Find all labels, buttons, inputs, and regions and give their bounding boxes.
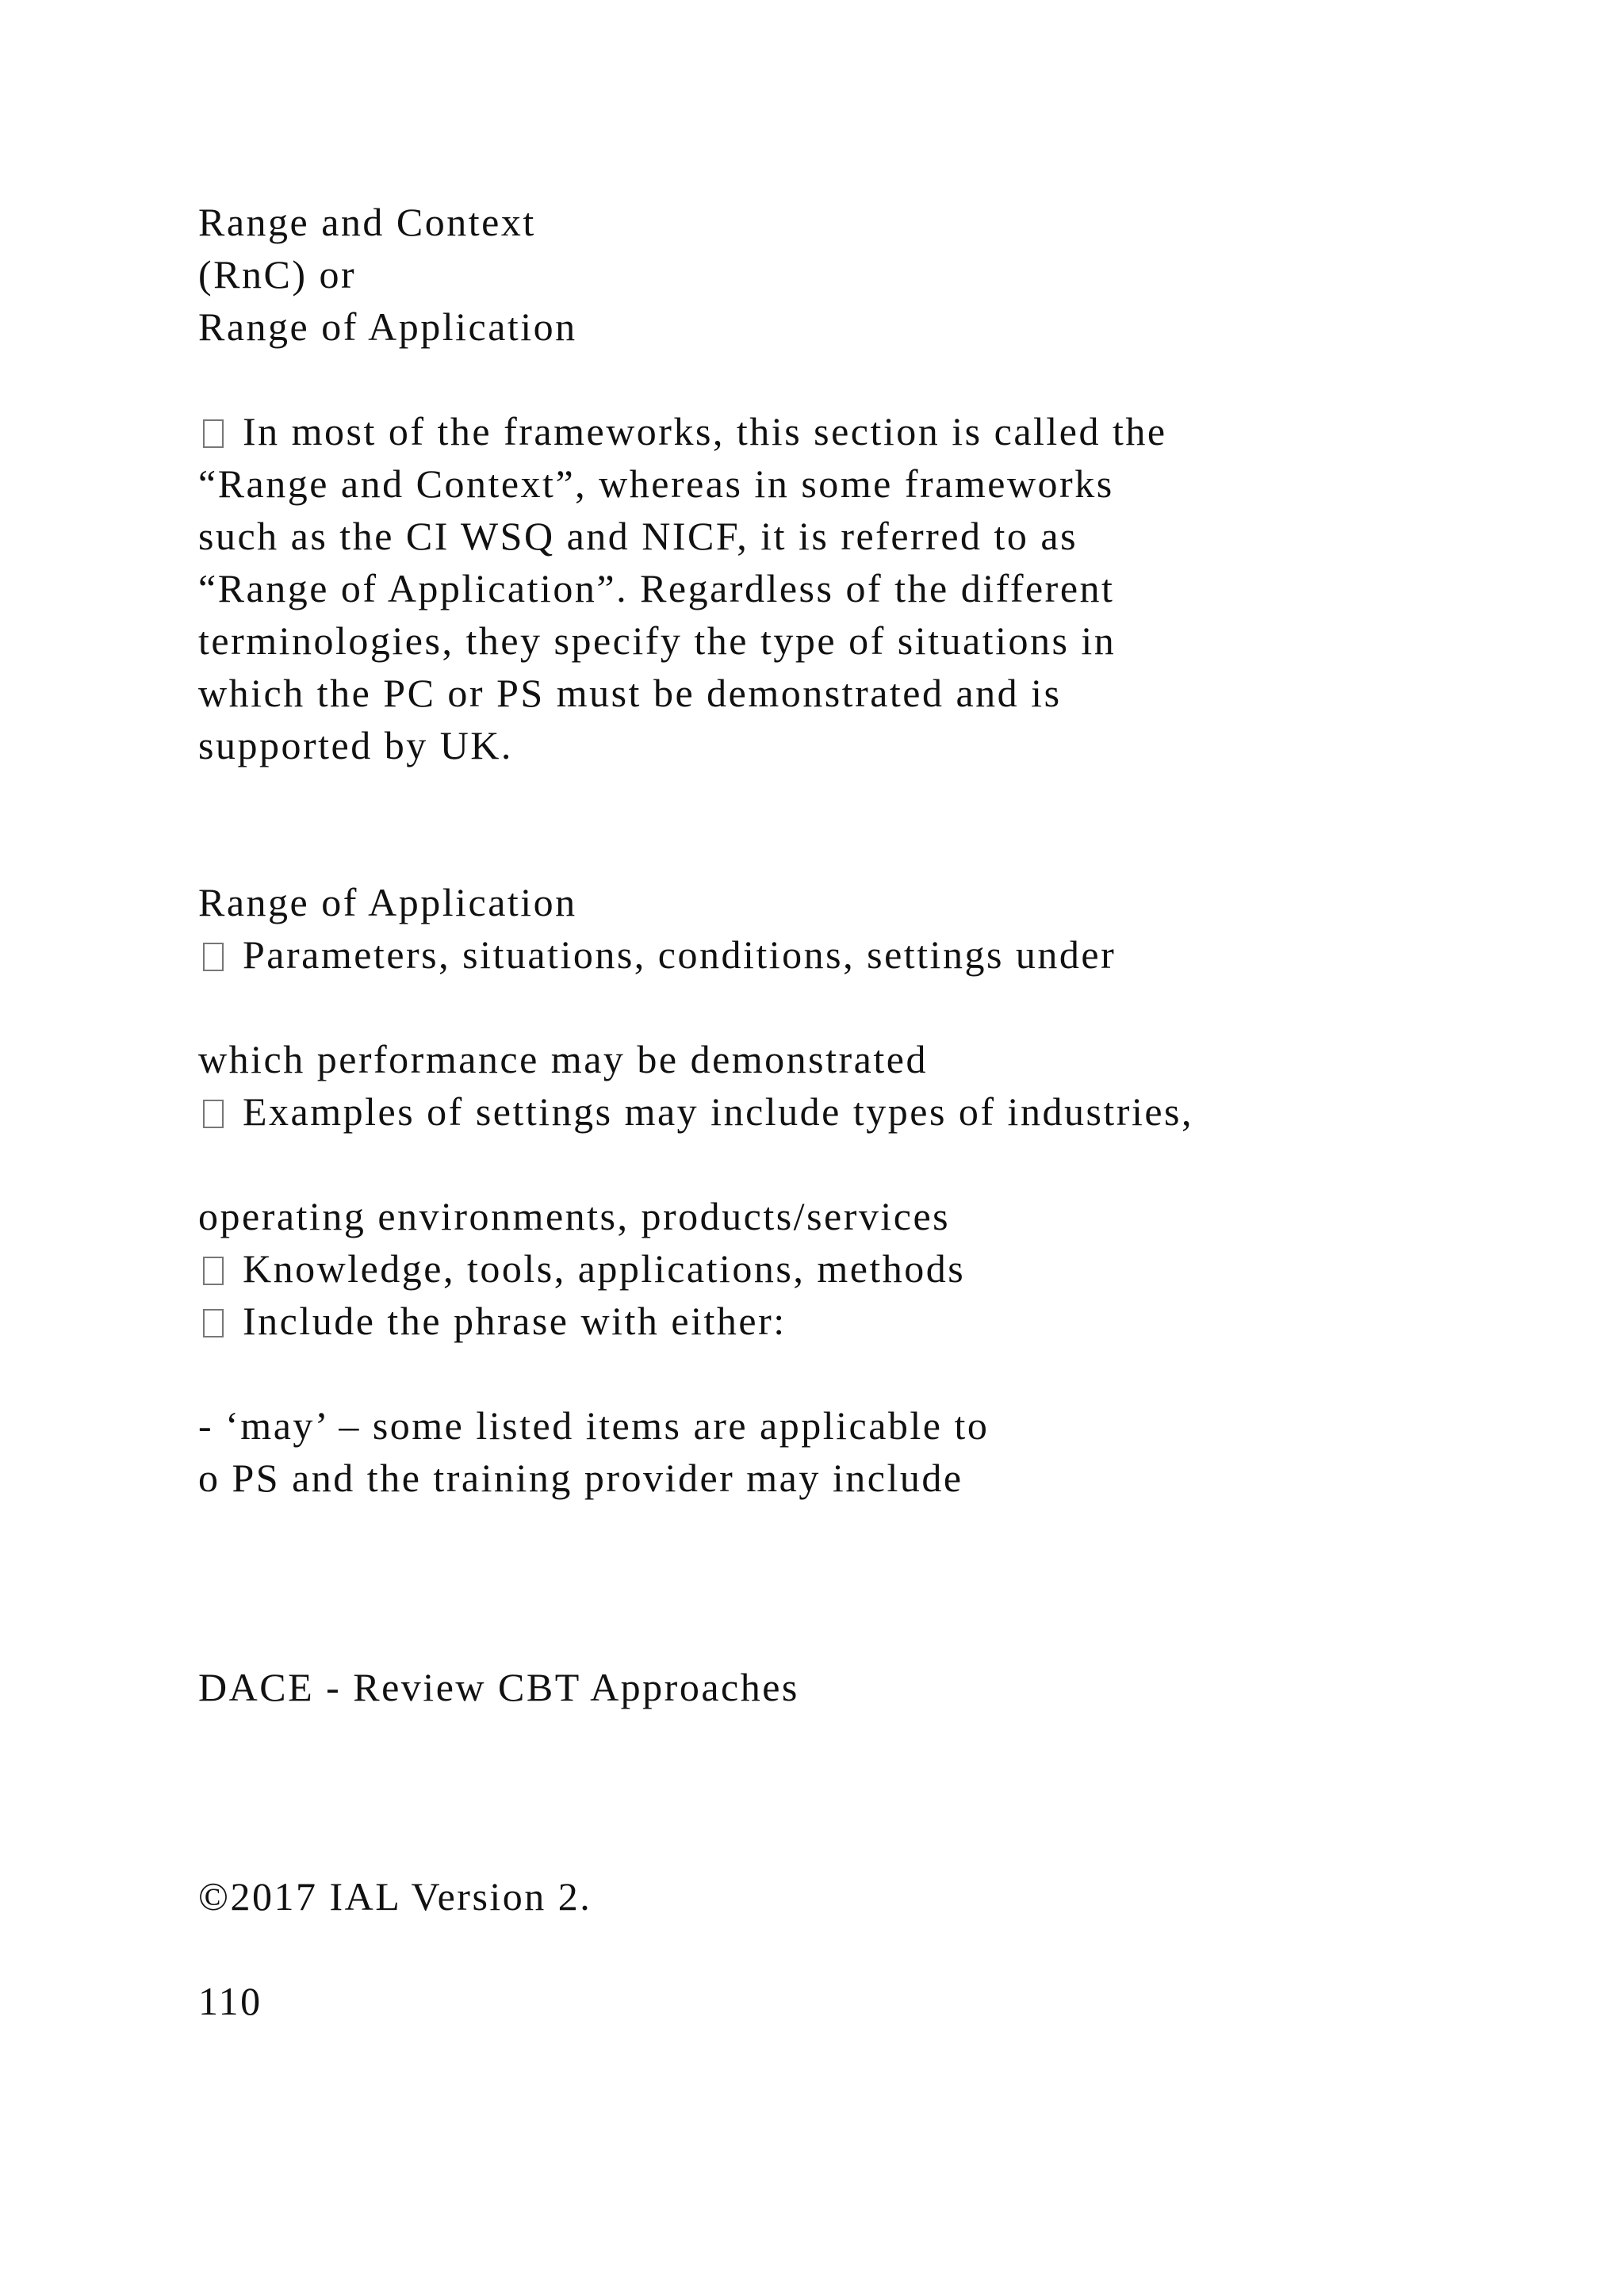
bullet3-line (198, 1242, 965, 1295)
bullet3-text: Knowledge, tools, applications, methods (243, 1246, 966, 1291)
bullet1-line-2: which performance may be demonstrated (198, 1037, 928, 1081)
bullet-box-icon (203, 1100, 224, 1128)
bullet1-line-1 (198, 928, 1116, 981)
intro-bullet-line-7: supported by UK. (198, 723, 513, 767)
bullet-box-icon (203, 1309, 224, 1337)
bullet-box-icon (203, 1257, 224, 1285)
bullet-box-icon (203, 419, 224, 448)
intro-bullet-line-4: “Range of Application”. Regardless of the different (198, 566, 1115, 610)
heading-line-1: Range and Context (198, 200, 536, 244)
section2-title: Range of Application (198, 880, 577, 924)
page-number: 110 (198, 1979, 262, 2023)
heading-line-2: (RnC) or (198, 252, 357, 297)
heading-line-3: Range of Application (198, 304, 577, 349)
bullet4-text: Include the phrase with either: (243, 1299, 787, 1343)
bullet2-line-2: operating environments, products/services (198, 1194, 951, 1238)
intro-bullet-line-1 (198, 405, 1167, 457)
footer-copyright: ©2017 IAL Version 2. (198, 1874, 592, 1919)
bullet2-line-1 (198, 1085, 1193, 1138)
sub-item-2: o PS and the training provider may include (198, 1456, 963, 1500)
intro-bullet-line-5: terminologies, they specify the type of situations in (198, 618, 1116, 663)
bullet2-text-1: Examples of settings may include types of industries, (243, 1089, 1193, 1134)
intro-bullet-text-1: In most of the frameworks, this section is called the (243, 409, 1167, 453)
bullet1-text-1: Parameters, situations, conditions, settings under (243, 932, 1116, 977)
bullet4-line (198, 1295, 787, 1347)
bullet-box-icon (203, 943, 224, 971)
intro-bullet-line-6: which the PC or PS must be demonstrated and is (198, 671, 1062, 715)
intro-bullet-line-3: such as the CI WSQ and NICF, it is referred to as (198, 514, 1078, 558)
intro-bullet-line-2: “Range and Context”, whereas in some frameworks (198, 461, 1114, 506)
sub-item-1: - ‘may’ – some listed items are applicable to (198, 1403, 990, 1448)
footer-course: DACE - Review CBT Approaches (198, 1665, 799, 1709)
